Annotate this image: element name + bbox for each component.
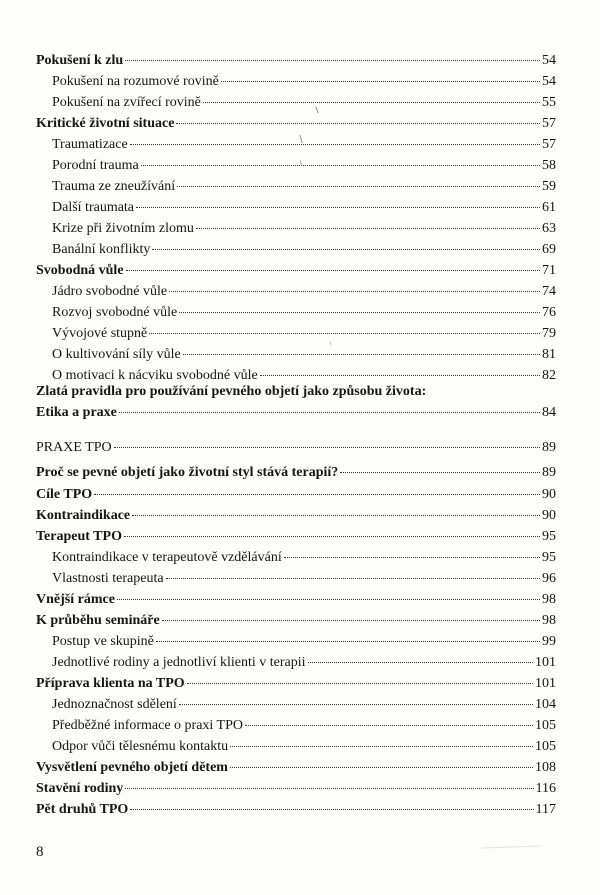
- toc-entry: [52, 241, 556, 259]
- dot-leader: [230, 767, 533, 768]
- toc-entry-page: 59: [542, 179, 556, 194]
- toc-entry-title: Pokušení k zlu: [36, 53, 124, 68]
- toc-entry: [36, 591, 556, 609]
- toc-entry-page: 58: [542, 158, 556, 173]
- toc-entry-page: 84: [542, 405, 556, 420]
- toc-entry-title: Krize při životním zlomu: [52, 221, 194, 236]
- toc-entry-page: 101: [535, 676, 556, 691]
- toc-entry: [52, 94, 556, 112]
- toc-entry: [36, 528, 556, 546]
- toc-entry-page: 71: [542, 263, 556, 278]
- toc-entry-page: 57: [542, 116, 556, 131]
- page-number: 8: [36, 844, 44, 860]
- toc-entry-title: Jednotlivé rodiny a jednotliví klienti v terapii: [52, 655, 306, 670]
- toc-entry-title: Kritické životní situace: [36, 116, 175, 131]
- toc-entry: [52, 283, 556, 301]
- toc-entry: [36, 675, 556, 693]
- toc-entry-title: Vnější rámce: [36, 592, 115, 607]
- dot-leader: [130, 809, 533, 810]
- toc-entry-title: Jednoznačnost sdělení: [52, 697, 177, 712]
- toc-entry-title: Postup ve skupině: [52, 634, 154, 649]
- toc-entry-page: 74: [542, 284, 556, 299]
- toc-entry-page: 82: [542, 368, 556, 383]
- toc-entry-page: 89: [542, 465, 556, 480]
- toc-entry: [52, 178, 556, 196]
- toc-entry-title: Vysvětlení pevného objetí dětem: [36, 760, 228, 775]
- toc-entry: [52, 220, 556, 238]
- toc-entry-title: Jádro svobodné vůle: [52, 284, 168, 299]
- toc-entry-title: Proč se pevné objetí jako životní styl stává terapií?: [36, 465, 339, 480]
- toc-entry: [52, 73, 556, 91]
- dot-leader: [221, 81, 540, 82]
- dot-leader: [117, 599, 540, 600]
- toc-entry-title: Pět druhů TPO: [36, 802, 129, 817]
- toc-entry-title: Zlatá pravidla pro používání pevného objetí jako způsobu života:: [36, 384, 427, 399]
- toc-entry-page: 104: [535, 697, 556, 712]
- toc-entry-title: Kontraindikace v terapeutově vzdělávání: [52, 550, 282, 565]
- toc-entry-page: 95: [542, 529, 556, 544]
- toc-entry-title: Svobodná vůle: [36, 263, 124, 278]
- toc-entry-title: Terapeut TPO: [36, 529, 122, 544]
- toc-entry-title: Odpor vůči tělesnému kontaktu: [52, 739, 229, 754]
- toc-entry-title: Traumatizace: [52, 137, 128, 152]
- dot-leader: [284, 557, 540, 558]
- toc-entry-title: O kultivování síly vůle: [52, 347, 181, 362]
- toc-entry-heading-line: [36, 383, 426, 401]
- toc-entry-title: Kontraindikace: [36, 508, 131, 523]
- dot-leader: [132, 515, 540, 516]
- toc-entry-page: 105: [535, 739, 556, 754]
- dot-leader: [187, 683, 533, 684]
- toc-entry-page: 69: [542, 242, 556, 257]
- toc-entry: [36, 612, 556, 630]
- dot-leader: [230, 746, 533, 747]
- dot-leader: [119, 412, 540, 413]
- toc-entry-title: PRAXE TPO: [36, 440, 112, 455]
- toc-entry-title: Pokušení na rozumové rovině: [52, 74, 219, 89]
- toc-entry: [52, 717, 556, 735]
- toc-entry-title: Stavění rodiny: [36, 781, 124, 796]
- dot-leader: [152, 249, 540, 250]
- dot-leader: [126, 270, 540, 271]
- dot-leader: [179, 312, 540, 313]
- toc-entry-page: 61: [542, 200, 556, 215]
- toc-entry-title: Banální konflikty: [52, 242, 151, 257]
- toc-entry-page: 90: [542, 487, 556, 502]
- toc-entry-page: 116: [535, 781, 556, 796]
- dot-leader: [136, 207, 540, 208]
- toc-entry-page: 117: [535, 802, 556, 817]
- dot-leader: [114, 447, 540, 448]
- toc-entry-page: 54: [542, 74, 556, 89]
- toc-entry-page: 63: [542, 221, 556, 236]
- toc-entry-title: Příprava klienta na TPO: [36, 676, 185, 691]
- toc-entry-title: Trauma ze zneužívání: [52, 179, 176, 194]
- toc-entry-title: Porodní trauma: [52, 158, 139, 173]
- dot-leader: [308, 662, 533, 663]
- toc-entry-page: 95: [542, 550, 556, 565]
- toc-entry-page: 57: [542, 137, 556, 152]
- dot-leader: [203, 102, 540, 103]
- toc-entry: [52, 654, 556, 672]
- dot-leader: [183, 354, 540, 355]
- dot-leader: [196, 228, 540, 229]
- toc-section-entry: [36, 439, 556, 457]
- toc-entry: [52, 199, 556, 217]
- toc-entry-title: Rozvoj svobodné vůle: [52, 305, 178, 320]
- toc-entry-title: Pokušení na zvířecí rovině: [52, 95, 201, 110]
- toc-entry-title: Cíle TPO: [36, 487, 93, 502]
- toc-entry-page: 79: [542, 326, 556, 341]
- dot-leader: [260, 375, 540, 376]
- dot-leader: [125, 788, 533, 789]
- toc-entry: [52, 136, 556, 154]
- toc-entry-page: 55: [542, 95, 556, 110]
- dot-leader: [179, 704, 533, 705]
- toc-entry-title: Vlastnosti terapeuta: [52, 571, 164, 586]
- toc-entry: [52, 346, 556, 364]
- dot-leader: [94, 494, 540, 495]
- toc-entry-page: 99: [542, 634, 556, 649]
- dot-leader: [166, 578, 540, 579]
- dot-leader: [156, 641, 540, 642]
- toc-entry: [36, 780, 556, 798]
- dot-leader: [340, 472, 540, 473]
- dot-leader: [176, 123, 540, 124]
- toc-entry: [36, 115, 556, 133]
- dot-leader: [177, 186, 540, 187]
- dot-leader: [169, 291, 540, 292]
- toc-entry: [36, 801, 556, 819]
- toc-entry: [52, 633, 556, 651]
- toc-entry-page: 89: [542, 440, 556, 455]
- toc-entry-title: Další traumata: [52, 200, 135, 215]
- dot-leader: [245, 725, 533, 726]
- toc-entry: [52, 570, 556, 588]
- dot-leader: [124, 536, 540, 537]
- toc-entry-page: 101: [535, 655, 556, 670]
- toc-entry: [36, 507, 556, 525]
- toc-entry-page: 76: [542, 305, 556, 320]
- toc-entry-page: 54: [542, 53, 556, 68]
- toc-entry-page: 108: [535, 760, 556, 775]
- toc-entry: [36, 52, 556, 70]
- toc-entry: [36, 262, 556, 280]
- toc-entry-title: Etika a praxe: [36, 405, 117, 420]
- toc-entry: [52, 738, 556, 756]
- toc-entry-page: 105: [535, 718, 556, 733]
- toc-entry: [52, 157, 556, 175]
- toc-entry: [52, 304, 556, 322]
- toc-entry-page: 98: [542, 592, 556, 607]
- toc-entry-title: Předběžné informace o praxi TPO: [52, 718, 244, 733]
- toc-entry-page: 98: [542, 613, 556, 628]
- toc-entry: [36, 404, 556, 422]
- toc-entry: [52, 325, 556, 343]
- toc-entry-page: 90: [542, 508, 556, 523]
- toc-entry: [36, 759, 556, 777]
- dot-leader: [141, 165, 540, 166]
- toc-entry-title: Vývojové stupně: [52, 326, 148, 341]
- dot-leader: [125, 60, 540, 61]
- dot-leader: [130, 144, 540, 145]
- toc-entry-page: 96: [542, 571, 556, 586]
- toc-entry-title: K průběhu semináře: [36, 613, 160, 628]
- toc-entry: [36, 464, 556, 482]
- toc-entry: [36, 486, 556, 504]
- toc-entry: [52, 549, 556, 567]
- toc-entry: [52, 696, 556, 714]
- dot-leader: [162, 620, 540, 621]
- toc-entry-page: 81: [542, 347, 556, 362]
- toc-entry-title: O motivaci k nácviku svobodné vůle: [52, 368, 258, 383]
- dot-leader: [149, 333, 540, 334]
